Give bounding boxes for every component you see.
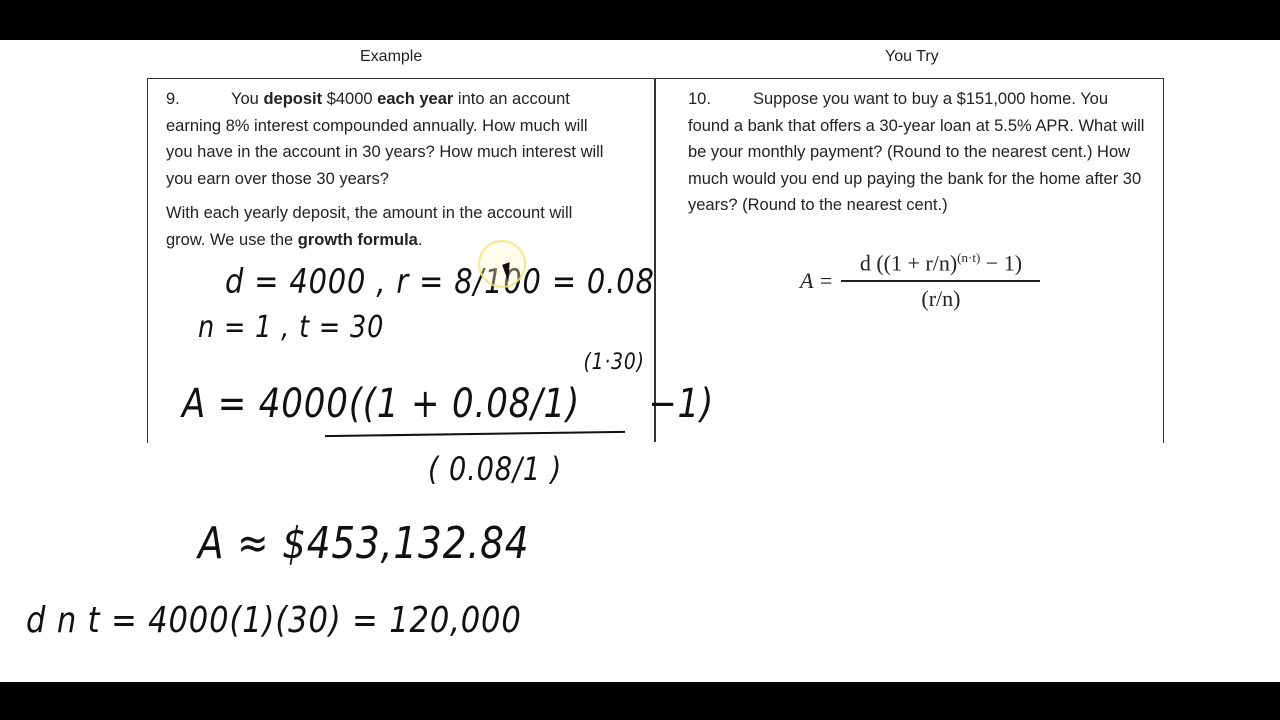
text: With each yearly deposit, the amount in the account will grow. We use the [166, 204, 573, 249]
text: into an account earning 8% interest compounded annually. How much will you have in the account in 30 years? How much interest will you earn over those 30 years? [166, 90, 604, 188]
handwriting-answer: A ≈ $453,132.84 [198, 518, 530, 569]
handwriting-variables-2: n = 1 , t = 30 [198, 310, 385, 345]
handwriting-substitution-row [182, 350, 714, 428]
handwriting-denominator: ( 0.08/1 ) [428, 450, 563, 488]
text: Suppose you want to buy a $151,000 home. You found a bank that offers a 30-year loan at 5.5% APR. What will be your monthly payment? (Round to the nearest cent.) How much would you end up paying the bank for the home after 30 years? (Round to the nearest cent.) [688, 90, 1145, 214]
you-try-question [688, 86, 1150, 219]
text: You [231, 90, 264, 108]
handwriting-total-deposits: d n t = 4000(1)(30) = 120,000 [26, 600, 522, 641]
bold-text: deposit [263, 90, 323, 108]
formula-denominator: (r/n) [841, 280, 1040, 312]
text: $4000 [322, 90, 378, 108]
handwriting-tail: −1) [648, 381, 715, 427]
formula-numerator-tail: − 1) [980, 250, 1023, 276]
formula-lhs: A = [800, 268, 834, 294]
column-header-example: Example [360, 48, 423, 65]
annuity-formula [800, 250, 1040, 312]
problem-number: 9. [166, 90, 180, 108]
handwriting-substitution: A = 4000((1 + 0.08/1) [182, 381, 581, 427]
you-try-cell [688, 86, 1150, 227]
bold-text: each year [377, 90, 454, 108]
formula-numerator: d ((1 + r/n) [859, 250, 958, 276]
formula-exponent: (n·t) [957, 250, 981, 265]
example-cell [166, 86, 616, 261]
handwriting-exponent: (1·30) [583, 350, 645, 375]
text: . [417, 230, 423, 249]
bold-text: growth formula [297, 230, 418, 249]
example-question [166, 86, 616, 192]
column-header-you-try: You Try [885, 48, 939, 65]
handwriting-variables-1: d = 4000 , r = 8/100 = 0.08 [225, 262, 655, 302]
problem-number: 10. [688, 90, 711, 108]
example-explanation [166, 200, 616, 253]
